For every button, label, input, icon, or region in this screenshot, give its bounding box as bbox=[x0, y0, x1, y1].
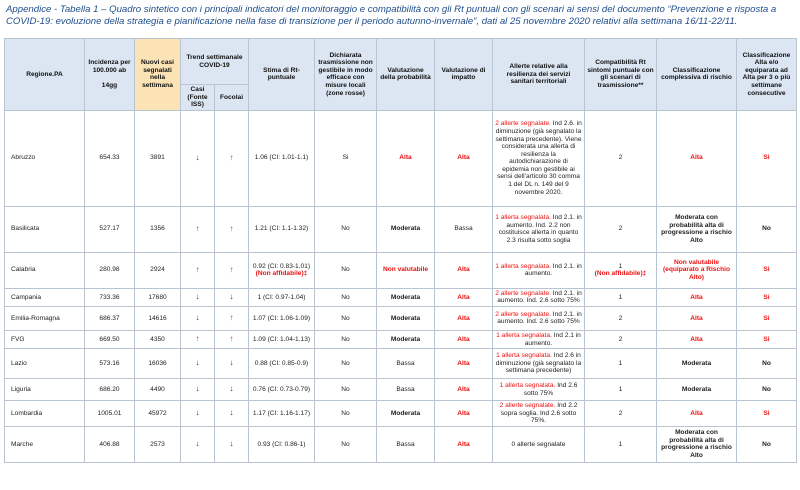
region-cell: Marche bbox=[5, 426, 85, 462]
rt-value: 0.88 (CI: 0.85-0.9) bbox=[254, 359, 309, 367]
uncontrolled-cell: Si bbox=[315, 110, 377, 206]
high3-cell: No bbox=[737, 379, 797, 401]
arrow-up-icon: ↑ bbox=[229, 223, 234, 233]
uncontrolled-cell: No bbox=[315, 206, 377, 252]
impact-cell: Alta bbox=[435, 401, 493, 427]
high3-cell: Si bbox=[737, 288, 797, 306]
trend-cases-cell bbox=[181, 379, 215, 401]
new-cases-cell: 4350 bbox=[135, 330, 181, 348]
compat-cell bbox=[585, 330, 657, 348]
table-row bbox=[5, 330, 797, 348]
alert-count: 1 allerta segnalata. bbox=[499, 382, 556, 390]
arrow-down-icon: ↓ bbox=[229, 439, 234, 449]
trend-cases-cell bbox=[181, 401, 215, 427]
uncontrolled-cell: No bbox=[315, 288, 377, 306]
header-probability: Valutazione della probabilità bbox=[377, 39, 435, 111]
alert-count: 1 allerta segnalata. bbox=[495, 214, 551, 222]
header-trend-outbreaks: Focolai bbox=[215, 85, 249, 111]
rt-cell bbox=[249, 206, 315, 252]
arrow-down-icon: ↓ bbox=[195, 358, 200, 368]
arrow-down-icon: ↓ bbox=[195, 408, 200, 418]
table-row bbox=[5, 379, 797, 401]
header-compat: Compatibilità Rt sintomi puntuale con gli scenari di trasmissione** bbox=[585, 39, 657, 111]
uncontrolled-cell: No bbox=[315, 401, 377, 427]
alert-detail: Ind 2.1. in aumento. bbox=[524, 262, 582, 278]
header-incidence bbox=[85, 39, 135, 111]
alert-detail: Ind 2.1 in aumento. bbox=[524, 331, 581, 347]
header-uncontrolled: Dichiarata trasmissione non gestibile in modo efficace con misure locali (zone rosse) bbox=[315, 39, 377, 111]
alerts-cell bbox=[493, 288, 585, 306]
incidence-cell: 669.50 bbox=[85, 330, 135, 348]
incidence-cell: 527.17 bbox=[85, 206, 135, 252]
risk-cell: Moderata bbox=[657, 379, 737, 401]
alert-detail: Ind 2.2 sopra soglia. Ind 2.6 sotto 75%. bbox=[500, 402, 578, 425]
compat-cell bbox=[585, 306, 657, 330]
compat-cell bbox=[585, 288, 657, 306]
header-impact: Valutazione di impatto bbox=[435, 39, 493, 111]
rt-value: 1.06 (CI: 1.01-1.1) bbox=[254, 154, 309, 162]
impact-cell: Alta bbox=[435, 288, 493, 306]
incidence-cell: 654.33 bbox=[85, 110, 135, 206]
compat-value: 1 bbox=[618, 385, 623, 393]
region-cell: FVG bbox=[5, 330, 85, 348]
header-rt: Stima di Rt-puntuale bbox=[249, 39, 315, 111]
trend-cases-cell bbox=[181, 206, 215, 252]
probability-cell: Moderata bbox=[377, 330, 435, 348]
impact-cell: Alta bbox=[435, 426, 493, 462]
alert-count: 2 allerte segnalate. bbox=[495, 120, 551, 128]
new-cases-cell: 2573 bbox=[135, 426, 181, 462]
rt-value: 1 (CI: 0.97-1.04) bbox=[257, 293, 306, 301]
impact-cell: Alta bbox=[435, 379, 493, 401]
rt-cell bbox=[249, 349, 315, 379]
arrow-up-icon: ↑ bbox=[195, 223, 200, 233]
alert-count: 1 allerta segnalata. bbox=[495, 262, 551, 270]
rt-value: 1.21 (CI: 1.1-1.32) bbox=[254, 225, 309, 233]
risk-cell: Alta bbox=[657, 288, 737, 306]
uncontrolled-cell: No bbox=[315, 330, 377, 348]
compat-value: 1 bbox=[618, 293, 623, 301]
trend-cases-cell bbox=[181, 252, 215, 288]
rt-value: 1.09 (CI: 1.04-1.13) bbox=[252, 335, 311, 343]
alerts-cell bbox=[493, 330, 585, 348]
incidence-cell: 733.36 bbox=[85, 288, 135, 306]
compat-value: 2 bbox=[618, 335, 623, 343]
high3-cell: Si bbox=[737, 330, 797, 348]
header-risk: Classificazione complessiva di rischio bbox=[657, 39, 737, 111]
uncontrolled-cell: No bbox=[315, 426, 377, 462]
trend-outbreaks-cell bbox=[215, 330, 249, 348]
header-alerts: Allerte relative alla resilienza dei servizi sanitari territoriali bbox=[493, 39, 585, 111]
compat-cell bbox=[585, 349, 657, 379]
compat-value: 1 bbox=[618, 262, 623, 270]
monitoring-table bbox=[4, 38, 797, 463]
compat-cell bbox=[585, 379, 657, 401]
trend-outbreaks-cell bbox=[215, 349, 249, 379]
table-row bbox=[5, 306, 797, 330]
risk-cell: Alta bbox=[657, 401, 737, 427]
trend-outbreaks-cell bbox=[215, 288, 249, 306]
table-row bbox=[5, 288, 797, 306]
header-trend: Trend settimanale COVID-19 bbox=[181, 39, 249, 85]
rt-cell bbox=[249, 330, 315, 348]
arrow-down-icon: ↓ bbox=[195, 384, 200, 394]
alert-detail: Ind 2.1. in aumento. Ind. 2.6 sotto 75% bbox=[497, 289, 582, 305]
table-row bbox=[5, 110, 797, 206]
compat-cell bbox=[585, 206, 657, 252]
compat-value: 2 bbox=[618, 154, 623, 162]
impact-cell: Alta bbox=[435, 349, 493, 379]
compat-value: 1 bbox=[618, 359, 623, 367]
trend-cases-cell bbox=[181, 306, 215, 330]
probability-cell: Moderata bbox=[377, 401, 435, 427]
impact-cell: Alta bbox=[435, 330, 493, 348]
rt-cell bbox=[249, 110, 315, 206]
region-cell: Liguria bbox=[5, 379, 85, 401]
region-cell: Campania bbox=[5, 288, 85, 306]
rt-cell bbox=[249, 288, 315, 306]
impact-cell: Alta bbox=[435, 110, 493, 206]
risk-cell: Alta bbox=[657, 110, 737, 206]
new-cases-cell: 16036 bbox=[135, 349, 181, 379]
new-cases-cell: 3891 bbox=[135, 110, 181, 206]
trend-cases-cell bbox=[181, 426, 215, 462]
rt-cell bbox=[249, 426, 315, 462]
alerts-cell bbox=[493, 206, 585, 252]
alerts-cell bbox=[493, 110, 585, 206]
alerts-cell bbox=[493, 426, 585, 462]
uncontrolled-cell: No bbox=[315, 379, 377, 401]
rt-note: (Non affidabile)‡ bbox=[255, 270, 308, 278]
new-cases-cell: 2924 bbox=[135, 252, 181, 288]
rt-value: 0.93 (CI: 0.86-1) bbox=[257, 440, 306, 448]
header-new-cases: Nuovi casi segnalati nella settimana bbox=[135, 39, 181, 111]
table-row bbox=[5, 349, 797, 379]
alert-count: 2 allerte segnalate. bbox=[495, 289, 551, 297]
trend-outbreaks-cell bbox=[215, 426, 249, 462]
incidence-cell: 686.37 bbox=[85, 306, 135, 330]
incidence-cell: 1005.01 bbox=[85, 401, 135, 427]
trend-outbreaks-cell bbox=[215, 379, 249, 401]
rt-value: 0.92 (CI: 0.83-1.01) bbox=[252, 262, 311, 270]
trend-outbreaks-cell bbox=[215, 306, 249, 330]
trend-outbreaks-cell bbox=[215, 401, 249, 427]
region-cell: Abruzzo bbox=[5, 110, 85, 206]
risk-cell: Moderata con probabilità alta di progressione a rischio Alto bbox=[657, 426, 737, 462]
uncontrolled-cell: No bbox=[315, 349, 377, 379]
uncontrolled-cell: No bbox=[315, 252, 377, 288]
risk-cell: Moderata con probabilità alta di progressione a rischio Alto bbox=[657, 206, 737, 252]
high3-cell: Si bbox=[737, 306, 797, 330]
header-high3: Classificazione Alta e/o equiparata ad Alta per 3 o più settimane consecutive bbox=[737, 39, 797, 111]
alert-detail: Ind 2.6. in diminuzione (già segnalato la settimana precedente). Viene considerata una allerta di resilienza la autodichiarazione di epidemia non gestibile ai sensi dell’articolo 30 comma 1 del DL n. 149 del 9 novembre 2020. bbox=[495, 120, 582, 196]
incidence-cell: 573.16 bbox=[85, 349, 135, 379]
trend-cases-cell bbox=[181, 330, 215, 348]
rt-value: 1.07 (CI: 1.06-1.09) bbox=[252, 314, 311, 322]
rt-value: 0.76 (CI: 0.73-0.79) bbox=[252, 385, 311, 393]
incidence-cell: 686.20 bbox=[85, 379, 135, 401]
arrow-up-icon: ↑ bbox=[195, 334, 200, 344]
arrow-down-icon: ↓ bbox=[229, 384, 234, 394]
alert-detail: 0 allerte segnalate bbox=[511, 440, 566, 448]
trend-cases-cell bbox=[181, 110, 215, 206]
arrow-down-icon: ↓ bbox=[229, 358, 234, 368]
risk-cell: Alta bbox=[657, 306, 737, 330]
alerts-cell bbox=[493, 379, 585, 401]
new-cases-cell: 14616 bbox=[135, 306, 181, 330]
compat-note: (Non affidabile)‡ bbox=[594, 270, 647, 278]
probability-cell: Moderata bbox=[377, 206, 435, 252]
probability-cell: Moderata bbox=[377, 288, 435, 306]
arrow-down-icon: ↓ bbox=[229, 292, 234, 302]
header-incidence-bottom: 14gg bbox=[101, 81, 118, 89]
header-trend-cases: Casi (Fonte ISS) bbox=[181, 85, 215, 111]
table-row bbox=[5, 252, 797, 288]
arrow-down-icon: ↓ bbox=[229, 408, 234, 418]
probability-cell: Bassa bbox=[377, 426, 435, 462]
probability-cell: Bassa bbox=[377, 349, 435, 379]
region-cell: Basilicata bbox=[5, 206, 85, 252]
probability-cell: Moderata bbox=[377, 306, 435, 330]
region-cell: Calabria bbox=[5, 252, 85, 288]
rt-cell bbox=[249, 252, 315, 288]
trend-cases-cell bbox=[181, 288, 215, 306]
probability-cell: Non valutabile bbox=[377, 252, 435, 288]
header-incidence-top: Incidenza per 100.000 ab bbox=[88, 59, 131, 74]
alerts-cell bbox=[493, 252, 585, 288]
trend-outbreaks-cell bbox=[215, 206, 249, 252]
alert-detail: Ind 2.6 in diminuzione (già segnalato la settimana precedente) bbox=[495, 352, 582, 375]
arrow-up-icon: ↑ bbox=[195, 264, 200, 274]
high3-cell: Si bbox=[737, 110, 797, 206]
region-cell: Lazio bbox=[5, 349, 85, 379]
arrow-down-icon: ↓ bbox=[195, 152, 200, 162]
compat-value: 2 bbox=[618, 314, 623, 322]
table-caption: Appendice - Tabella 1 – Quadro sintetico con i principali indicatori del monitoraggio e compatibilità con gli Rt puntuali con gli scenari ai sensi del documento “Prevenzione e risposta a COVID-19: evoluzione della strategia e pianificazione nella fase di transizione per il periodo autunno-invernale”, dati al 25 novembre 2020 relativi alla settimana 16/11-22/11. bbox=[6, 4, 777, 27]
incidence-cell: 280.98 bbox=[85, 252, 135, 288]
new-cases-cell: 1356 bbox=[135, 206, 181, 252]
uncontrolled-cell: No bbox=[315, 306, 377, 330]
table-row bbox=[5, 206, 797, 252]
trend-cases-cell bbox=[181, 349, 215, 379]
table-body bbox=[5, 110, 797, 462]
new-cases-cell: 4490 bbox=[135, 379, 181, 401]
compat-value: 1 bbox=[618, 440, 623, 448]
alert-count: 2 allerte segnalate. bbox=[499, 402, 556, 410]
compat-cell bbox=[585, 401, 657, 427]
high3-cell: No bbox=[737, 206, 797, 252]
high3-cell: No bbox=[737, 349, 797, 379]
rt-value: 1.17 (CI: 1.16-1.17) bbox=[252, 409, 311, 417]
alert-count: 1 allerta segnalata. bbox=[496, 331, 552, 339]
compat-value: 2 bbox=[618, 409, 623, 417]
rt-cell bbox=[249, 306, 315, 330]
compat-cell bbox=[585, 252, 657, 288]
new-cases-cell: 17680 bbox=[135, 288, 181, 306]
region-cell: Lombardia bbox=[5, 401, 85, 427]
arrow-up-icon: ↑ bbox=[229, 264, 234, 274]
alerts-cell bbox=[493, 306, 585, 330]
alert-detail: Ind 2.6 sotto 75% bbox=[523, 382, 578, 397]
region-cell: Emilia-Romagna bbox=[5, 306, 85, 330]
table-row bbox=[5, 426, 797, 462]
arrow-down-icon: ↓ bbox=[195, 292, 200, 302]
arrow-up-icon: ↑ bbox=[229, 152, 234, 162]
risk-cell: Alta bbox=[657, 330, 737, 348]
trend-outbreaks-cell bbox=[215, 252, 249, 288]
rt-cell bbox=[249, 401, 315, 427]
high3-cell: Si bbox=[737, 252, 797, 288]
compat-cell bbox=[585, 110, 657, 206]
arrow-down-icon: ↓ bbox=[195, 313, 200, 323]
risk-cell: Moderata bbox=[657, 349, 737, 379]
impact-cell: Alta bbox=[435, 306, 493, 330]
alert-count: 2 allerte segnalate. bbox=[495, 310, 551, 318]
incidence-cell: 406.88 bbox=[85, 426, 135, 462]
alert-count: 1 allerta segnalata. bbox=[496, 352, 552, 360]
probability-cell: Alta bbox=[377, 110, 435, 206]
impact-cell: Bassa bbox=[435, 206, 493, 252]
alert-detail: Ind 2.1. in aumento. Ind. 2.2 non costituisce allerta in quanto 2.3 risulta sotto soglia bbox=[498, 214, 582, 244]
arrow-down-icon: ↓ bbox=[195, 439, 200, 449]
trend-outbreaks-cell bbox=[215, 110, 249, 206]
probability-cell: Bassa bbox=[377, 379, 435, 401]
rt-cell bbox=[249, 379, 315, 401]
high3-cell: No bbox=[737, 426, 797, 462]
alerts-cell bbox=[493, 401, 585, 427]
alerts-cell bbox=[493, 349, 585, 379]
impact-cell: Alta bbox=[435, 252, 493, 288]
alert-detail: Ind 2.1. in aumento. Ind. 2.6 sotto 75% bbox=[497, 310, 582, 326]
arrow-up-icon: ↑ bbox=[229, 334, 234, 344]
compat-cell bbox=[585, 426, 657, 462]
risk-cell: Non valutabile (equiparato a Rischio Alto) bbox=[657, 252, 737, 288]
table-row bbox=[5, 401, 797, 427]
new-cases-cell: 45972 bbox=[135, 401, 181, 427]
arrow-up-icon: ↑ bbox=[229, 313, 234, 323]
high3-cell: Si bbox=[737, 401, 797, 427]
compat-value: 2 bbox=[618, 225, 623, 233]
header-region: Regione.PA bbox=[5, 39, 85, 111]
